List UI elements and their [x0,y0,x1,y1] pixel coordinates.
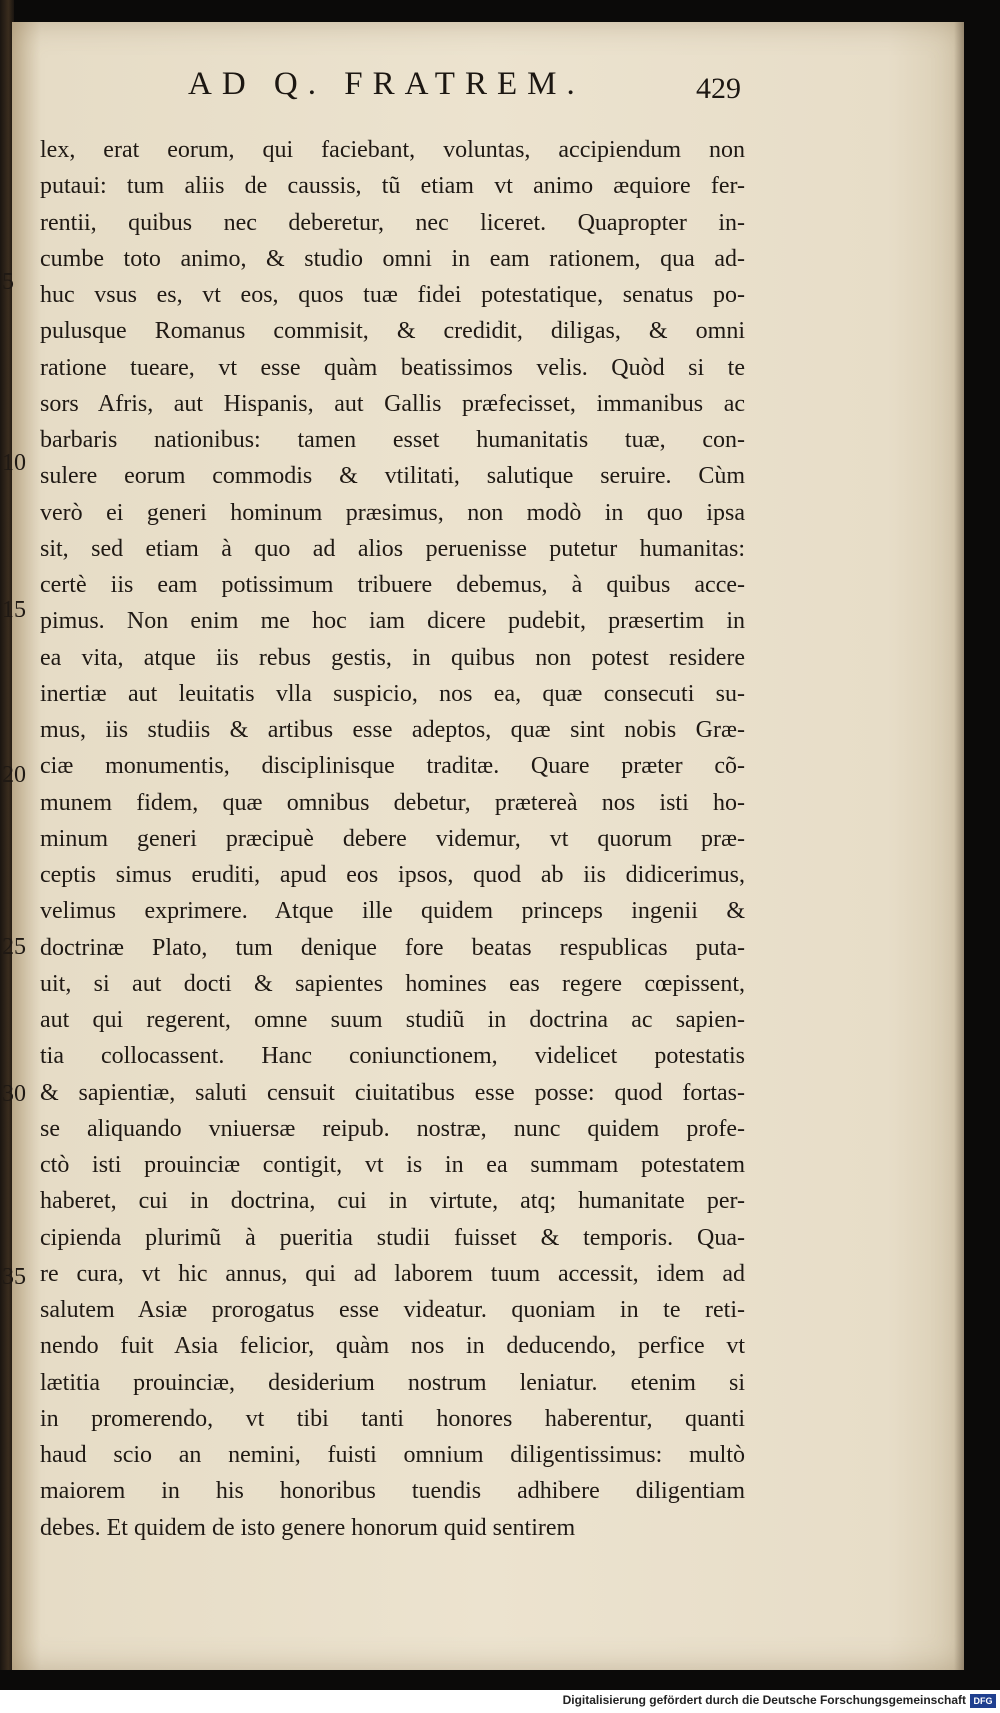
text-line: haud scio an nemini, fuisti omnium diligentissimus: multò [40,1442,745,1468]
line-number-marker: 10 [2,450,26,476]
text-line: lætitia prouinciæ, desiderium nostrum leniatur. etenim si [40,1369,745,1396]
folio-page-number: 429 [696,72,741,105]
line-number-marker: 15 [2,597,26,623]
footer-bar [0,1690,1000,1713]
text-line: mus, iis studiis & artibus esse adeptos, quæ sint nobis Græ- [40,717,745,743]
text-line: putaui: tum aliis de caussis, tũ etiam vt animo æquiore fer- [40,173,745,200]
text-line: salutem Asiæ prorogatus esse videatur. quoniam in te reti- [40,1297,745,1323]
running-head: AD Q. FRATREM. [188,66,585,102]
text-line: ctò isti prouinciæ contigit, vt is in ea summam potestatem [40,1152,745,1178]
text-line: in promerendo, vt tibi tanti honores haberentur, quanti [40,1405,745,1432]
text-line: uit, si aut docti & sapientes homines eas regere cœpissent, [40,970,745,997]
text-line: haberet, cui in doctrina, cui in virtute, atq; humanitate per- [40,1188,745,1215]
funding-credit: Digitalisierung gefördert durch die Deutsche Forschungsgemeinschaft [562,1693,966,1707]
line-number-marker: 25 [2,934,26,960]
text-line: sit, sed etiam à quo ad alios peruenisse putetur humanitas: [40,535,745,562]
line-number-marker: 35 [2,1264,26,1290]
text-line: pulusque Romanus commisit, & credidit, diligas, & omni [40,318,745,345]
text-line: & sapientiæ, saluti censuit ciuitatibus esse posse: quod fortas- [40,1079,745,1106]
line-number-marker: 30 [2,1081,26,1107]
text-line: minum generi præcipuè debere videmur, vt quorum præ- [40,825,745,852]
text-line: se aliquando vniuersæ reipub. nostræ, nunc quidem profe- [40,1115,745,1142]
text-line: munem fidem, quæ omnibus debetur, prætereà nos isti ho- [40,789,745,816]
text-line: doctrinæ Plato, tum denique fore beatas respublicas puta- [40,934,745,961]
text-line: sulere eorum commodis & vtilitati, salutique seruire. Cùm [40,463,745,490]
dfg-logo: DFG [970,1694,996,1708]
text-line: nendo fuit Asia felicior, quàm nos in deducendo, perfice vt [40,1333,745,1360]
text-line: pimus. Non enim me hoc iam dicere pudebit, præsertim in [40,608,745,635]
text-line: verò ei generi hominum præsimus, non modò in quo ipsa [40,499,745,526]
text-line: ea vita, atque iis rebus gestis, in quibus non potest residere [40,644,745,671]
line-number-marker: 20 [2,762,26,788]
text-line: ceptis simus eruditi, apud eos ipsos, quod ab iis didicerimus, [40,862,745,888]
text-line: debes. Et quidem de isto genere honorum quid sentirem [40,1514,576,1541]
body-text [40,132,745,1546]
text-line: ciæ monumentis, disciplinisque traditæ. Quare præter cõ- [40,753,745,780]
text-line: sors Afris, aut Hispanis, aut Gallis præfecisset, immanibus ac [40,390,745,417]
text-line: tia collocassent. Hanc coniunctionem, videlicet potestatis [40,1043,745,1070]
text-line: cumbe toto animo, & studio omni in eam rationem, qua ad- [40,245,745,272]
page-edge-shadow [954,22,964,1670]
text-line: maiorem in his honoribus tuendis adhibere diligentiam [40,1478,745,1505]
text-line: rentii, quibus nec deberetur, nec liceret. Quapropter in- [40,209,745,236]
line-number-marker: 5 [2,269,14,295]
text-line: barbaris nationibus: tamen esset humanitatis tuæ, con- [40,427,745,453]
text-line: inertiæ aut leuitatis vlla suspicio, nos ea, quæ consecuti su- [40,680,745,707]
text-line: ratione tueare, vt esse quàm beatissimos velis. Quòd si te [40,354,745,381]
text-line: certè iis eam potissimum tribuere debemus, à quibus acce- [40,572,745,598]
text-line: cipienda plurimũ à pueritia studii fuisset & temporis. Qua- [40,1224,745,1251]
text-line: velimus exprimere. Atque ille quidem princeps ingenii & [40,898,745,925]
text-line: huc vsus es, vt eos, quos tuæ fidei potestatique, senatus po- [40,282,745,308]
text-line: re cura, vt hic annus, qui ad laborem tuum accessit, idem ad [40,1260,745,1287]
text-line: aut qui regerent, omne suum studiũ in doctrina ac sapien- [40,1007,745,1033]
text-line: lex, erat eorum, qui faciebant, voluntas, accipiendum non [40,137,745,163]
